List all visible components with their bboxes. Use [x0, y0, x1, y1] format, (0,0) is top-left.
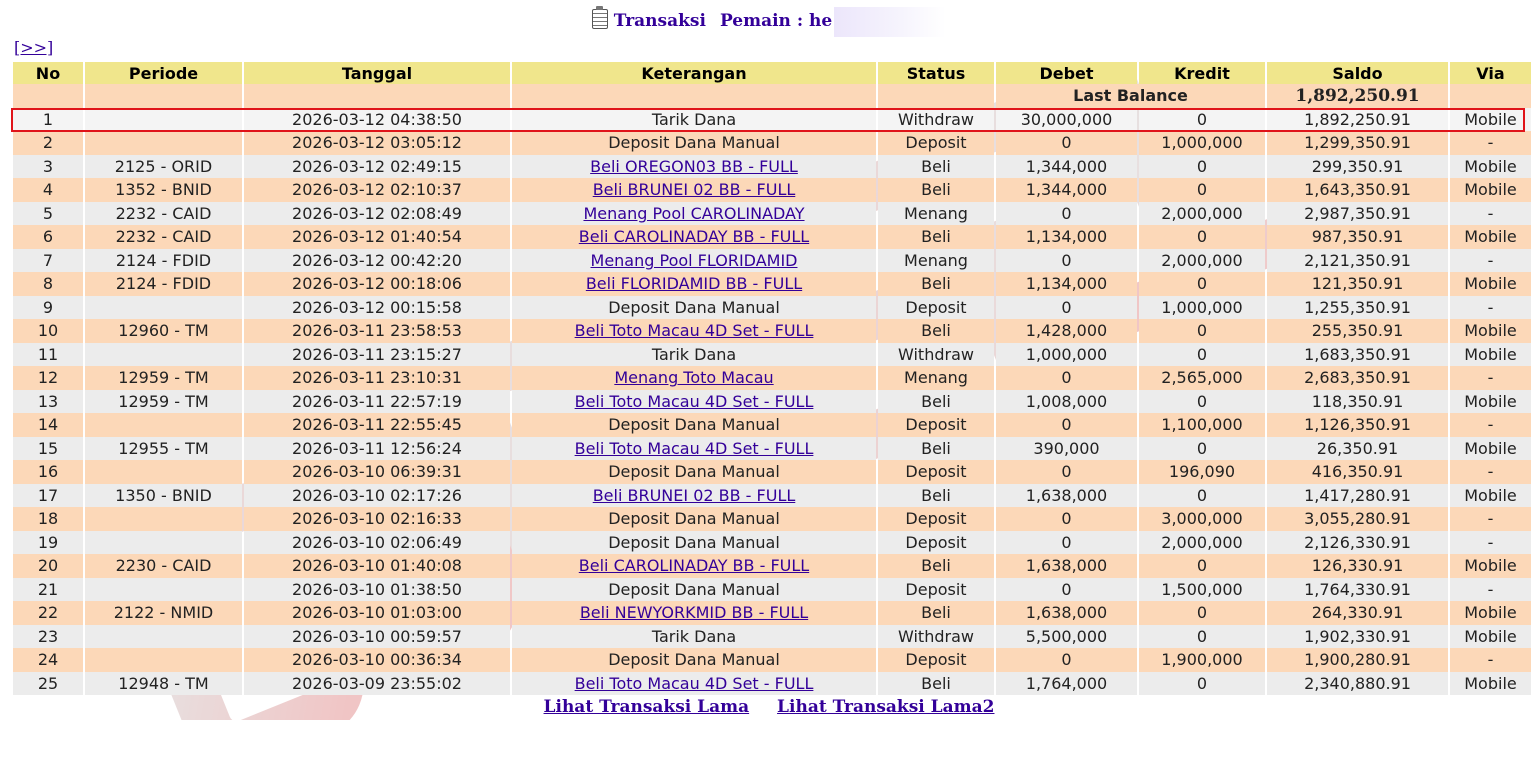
cell-saldo: 1,900,280.91 [1267, 648, 1448, 672]
cell-debet: 1,008,000 [996, 390, 1137, 414]
table-row [13, 484, 1531, 508]
cell-tanggal: 2026-03-11 12:56:24 [244, 437, 510, 461]
table-row [13, 460, 1531, 484]
cell-via: - [1450, 648, 1531, 672]
cell-via: Mobile [1450, 437, 1531, 461]
cell-no: 3 [13, 155, 83, 179]
cell-saldo: 1,764,330.91 [1267, 578, 1448, 602]
cell-kredit: 2,565,000 [1139, 366, 1265, 390]
cell-kredit: 0 [1139, 625, 1265, 649]
cell-debet: 0 [996, 202, 1137, 226]
cell-tanggal: 2026-03-10 02:16:33 [244, 507, 510, 531]
cell-tanggal: 2026-03-12 02:49:15 [244, 155, 510, 179]
table-header [13, 62, 1531, 84]
table-row [13, 578, 1531, 602]
col-saldo: Saldo [1267, 62, 1448, 84]
table-row [13, 437, 1531, 461]
redacted-player-name [834, 7, 946, 37]
cell-via: - [1450, 202, 1531, 226]
table-row [13, 554, 1531, 578]
cell-via: Mobile [1450, 390, 1531, 414]
cell-debet: 0 [996, 366, 1137, 390]
table-row [13, 225, 1531, 249]
cell-debet: 1,638,000 [996, 484, 1137, 508]
cell-kredit: 0 [1139, 108, 1265, 132]
cell-no: 6 [13, 225, 83, 249]
cell-periode: 1352 - BNID [85, 178, 242, 202]
cell-periode: 2232 - CAID [85, 225, 242, 249]
cell-tanggal: 2026-03-11 22:57:19 [244, 390, 510, 414]
cell-kredit: 0 [1139, 178, 1265, 202]
cell-via: Mobile [1450, 178, 1531, 202]
table-row [13, 131, 1531, 155]
cell-periode: 12948 - TM [85, 672, 242, 696]
table-row [13, 272, 1531, 296]
page-title [0, 6, 1538, 36]
cell-debet: 1,638,000 [996, 601, 1137, 625]
cell-debet: 0 [996, 460, 1137, 484]
cell-tanggal: 2026-03-12 01:40:54 [244, 225, 510, 249]
cell-keterangan [512, 390, 876, 414]
cell-status: Menang [878, 202, 994, 226]
cell-keterangan: Tarik Dana [512, 625, 876, 649]
cell-saldo: 2,126,330.91 [1267, 531, 1448, 555]
cell-via: Mobile [1450, 601, 1531, 625]
cell-kredit: 1,900,000 [1139, 648, 1265, 672]
transaction-link[interactable]: Menang Toto Macau [614, 368, 774, 388]
cell-keterangan [512, 319, 876, 343]
cell-saldo: 1,255,350.91 [1267, 296, 1448, 320]
cell-saldo: 1,417,280.91 [1267, 484, 1448, 508]
cell-tanggal: 2026-03-10 00:59:57 [244, 625, 510, 649]
cell-no: 18 [13, 507, 83, 531]
cell-no: 23 [13, 625, 83, 649]
cell-saldo: 1,683,350.91 [1267, 343, 1448, 367]
cell-periode [85, 131, 242, 155]
cell-tanggal: 2026-03-12 04:38:50 [244, 108, 510, 132]
cell-no: 1 [13, 108, 83, 132]
cell-status: Withdraw [878, 108, 994, 132]
cell-saldo: 1,892,250.91 [1267, 108, 1448, 132]
col-status: Status [878, 62, 994, 84]
cell-keterangan: Tarik Dana [512, 343, 876, 367]
cell-saldo: 126,330.91 [1267, 554, 1448, 578]
cell-status: Deposit [878, 531, 994, 555]
cell-debet: 30,000,000 [996, 108, 1137, 132]
cell-keterangan: Deposit Dana Manual [512, 296, 876, 320]
cell-tanggal: 2026-03-12 00:42:20 [244, 249, 510, 273]
cell-periode: 2124 - FDID [85, 272, 242, 296]
cell-via: - [1450, 413, 1531, 437]
cell-debet: 0 [996, 531, 1137, 555]
cell-debet: 1,764,000 [996, 672, 1137, 696]
table-row [13, 155, 1531, 179]
transaction-link[interactable]: Beli OREGON03 BB - FULL [590, 156, 798, 176]
cell-status: Beli [878, 272, 994, 296]
cell-no: 19 [13, 531, 83, 555]
cell-no: 13 [13, 390, 83, 414]
cell-debet: 0 [996, 296, 1137, 320]
cell-debet: 1,344,000 [996, 155, 1137, 179]
cell-tanggal: 2026-03-10 01:38:50 [244, 578, 510, 602]
cell-saldo: 255,350.91 [1267, 319, 1448, 343]
cell-no: 16 [13, 460, 83, 484]
cell-keterangan [512, 601, 876, 625]
cell-kredit: 0 [1139, 343, 1265, 367]
cell-keterangan: Deposit Dana Manual [512, 413, 876, 437]
cell-no: 12 [13, 366, 83, 390]
table-row [13, 601, 1531, 625]
cell-kredit: 0 [1139, 601, 1265, 625]
cell-kredit: 0 [1139, 319, 1265, 343]
cell-status: Beli [878, 390, 994, 414]
table-row [13, 507, 1531, 531]
cell-debet: 1,428,000 [996, 319, 1137, 343]
col-via: Via [1450, 62, 1531, 84]
cell-status: Beli [878, 437, 994, 461]
cell-status: Deposit [878, 460, 994, 484]
last-balance-label: Last Balance [996, 84, 1265, 108]
cell-keterangan: Deposit Dana Manual [512, 648, 876, 672]
cell-debet: 0 [996, 578, 1137, 602]
table-row [13, 390, 1531, 414]
cell-periode: 12959 - TM [85, 390, 242, 414]
cell-via: - [1450, 296, 1531, 320]
cell-periode [85, 108, 242, 132]
cell-status: Beli [878, 601, 994, 625]
cell-no: 24 [13, 648, 83, 672]
cell-via: Mobile [1450, 484, 1531, 508]
cell-periode: 2124 - FDID [85, 249, 242, 273]
cell-kredit: 3,000,000 [1139, 507, 1265, 531]
cell-no: 10 [13, 319, 83, 343]
last-balance-value: 1,892,250.91 [1267, 84, 1448, 108]
cell-kredit: 0 [1139, 155, 1265, 179]
cell-via: - [1450, 131, 1531, 155]
cell-tanggal: 2026-03-11 22:55:45 [244, 413, 510, 437]
cell-tanggal: 2026-03-12 02:10:37 [244, 178, 510, 202]
cell-status: Menang [878, 366, 994, 390]
cell-kredit: 1,100,000 [1139, 413, 1265, 437]
cell-status: Beli [878, 178, 994, 202]
cell-no: 21 [13, 578, 83, 602]
col-keterangan: Keterangan [512, 62, 876, 84]
cell-keterangan: Deposit Dana Manual [512, 131, 876, 155]
cell-saldo: 1,643,350.91 [1267, 178, 1448, 202]
cell-via: Mobile [1450, 155, 1531, 179]
table-row [13, 531, 1531, 555]
cell-status: Beli [878, 672, 994, 696]
transaction-table [11, 62, 1533, 695]
transaction-link[interactable]: Beli Toto Macau 4D Set - FULL [574, 438, 814, 458]
cell-tanggal: 2026-03-11 23:58:53 [244, 319, 510, 343]
cell-keterangan [512, 272, 876, 296]
cell-keterangan: Deposit Dana Manual [512, 507, 876, 531]
cell-saldo: 121,350.91 [1267, 272, 1448, 296]
cell-no: 15 [13, 437, 83, 461]
cell-saldo: 2,340,880.91 [1267, 672, 1448, 696]
cell-saldo: 264,330.91 [1267, 601, 1448, 625]
cell-debet: 0 [996, 648, 1137, 672]
cell-keterangan: Tarik Dana [512, 108, 876, 132]
cell-periode [85, 296, 242, 320]
cell-saldo: 299,350.91 [1267, 155, 1448, 179]
cell-kredit: 1,000,000 [1139, 296, 1265, 320]
footer-links [0, 697, 1538, 717]
cell-no: 11 [13, 343, 83, 367]
cell-tanggal: 2026-03-12 02:08:49 [244, 202, 510, 226]
cell-status: Deposit [878, 507, 994, 531]
cell-periode [85, 531, 242, 555]
cell-debet: 1,344,000 [996, 178, 1137, 202]
cell-via: - [1450, 531, 1531, 555]
cell-via: Mobile [1450, 343, 1531, 367]
cell-status: Deposit [878, 648, 994, 672]
cell-periode: 1350 - BNID [85, 484, 242, 508]
transaction-link[interactable]: Beli NEWYORKMID BB - FULL [579, 603, 809, 623]
cell-tanggal: 2026-03-12 00:18:06 [244, 272, 510, 296]
cell-saldo: 2,121,350.91 [1267, 249, 1448, 273]
col-debet: Debet [996, 62, 1137, 84]
cell-via: Mobile [1450, 272, 1531, 296]
cell-periode: 2122 - NMID [85, 601, 242, 625]
transaction-link[interactable]: Beli CAROLINADAY BB - FULL [578, 227, 810, 247]
transaction-link[interactable]: Beli FLORIDAMID BB - FULL [585, 274, 803, 294]
table-row [13, 108, 1531, 132]
cell-kredit: 0 [1139, 672, 1265, 696]
cell-debet: 1,000,000 [996, 343, 1137, 367]
cell-saldo: 2,987,350.91 [1267, 202, 1448, 226]
cell-kredit: 2,000,000 [1139, 202, 1265, 226]
cell-tanggal: 2026-03-10 00:36:34 [244, 648, 510, 672]
cell-no: 22 [13, 601, 83, 625]
cell-periode: 2230 - CAID [85, 554, 242, 578]
cell-via: Mobile [1450, 108, 1531, 132]
cell-no: 14 [13, 413, 83, 437]
cell-via: Mobile [1450, 625, 1531, 649]
cell-no: 7 [13, 249, 83, 273]
cell-kredit: 0 [1139, 554, 1265, 578]
old-transactions2-link[interactable]: Lihat Transaksi Lama2 [777, 697, 995, 717]
clipboard-icon [592, 9, 608, 29]
cell-saldo: 1,126,350.91 [1267, 413, 1448, 437]
cell-debet: 0 [996, 249, 1137, 273]
cell-no: 2 [13, 131, 83, 155]
cell-status: Beli [878, 484, 994, 508]
cell-periode [85, 460, 242, 484]
cell-via: - [1450, 578, 1531, 602]
table-row [13, 648, 1531, 672]
cell-keterangan [512, 178, 876, 202]
cell-debet: 1,134,000 [996, 272, 1137, 296]
cell-saldo: 416,350.91 [1267, 460, 1448, 484]
col-tanggal: Tanggal [244, 62, 510, 84]
cell-keterangan [512, 225, 876, 249]
table-row [13, 178, 1531, 202]
cell-status: Beli [878, 155, 994, 179]
cell-no: 9 [13, 296, 83, 320]
cell-saldo: 1,299,350.91 [1267, 131, 1448, 155]
cell-periode [85, 578, 242, 602]
cell-periode: 12960 - TM [85, 319, 242, 343]
table-row [13, 319, 1531, 343]
prev-page-link[interactable]: [>>] [14, 38, 54, 57]
cell-no: 8 [13, 272, 83, 296]
cell-debet: 5,500,000 [996, 625, 1137, 649]
cell-periode [85, 343, 242, 367]
cell-debet: 0 [996, 413, 1137, 437]
last-balance-row [13, 84, 1531, 108]
cell-keterangan [512, 366, 876, 390]
cell-kredit: 0 [1139, 272, 1265, 296]
cell-saldo: 118,350.91 [1267, 390, 1448, 414]
cell-periode [85, 507, 242, 531]
table-row [13, 296, 1531, 320]
cell-tanggal: 2026-03-11 23:15:27 [244, 343, 510, 367]
cell-kredit: 0 [1139, 484, 1265, 508]
cell-periode [85, 413, 242, 437]
cell-no: 25 [13, 672, 83, 696]
cell-via: - [1450, 507, 1531, 531]
cell-via: - [1450, 249, 1531, 273]
table-row [13, 625, 1531, 649]
cell-tanggal: 2026-03-10 01:40:08 [244, 554, 510, 578]
col-periode: Periode [85, 62, 242, 84]
cell-debet: 1,638,000 [996, 554, 1137, 578]
table-row [13, 202, 1531, 226]
cell-no: 17 [13, 484, 83, 508]
cell-debet: 0 [996, 507, 1137, 531]
table-row [13, 343, 1531, 367]
transaction-link[interactable]: Beli Toto Macau 4D Set - FULL [574, 321, 814, 341]
cell-tanggal: 2026-03-09 23:55:02 [244, 672, 510, 696]
cell-via: Mobile [1450, 225, 1531, 249]
cell-tanggal: 2026-03-10 02:17:26 [244, 484, 510, 508]
old-transactions-link[interactable]: Lihat Transaksi Lama [543, 697, 750, 717]
cell-periode: 12955 - TM [85, 437, 242, 461]
cell-periode: 2232 - CAID [85, 202, 242, 226]
cell-via: - [1450, 366, 1531, 390]
title-label: Transaksi [613, 11, 706, 31]
cell-status: Deposit [878, 413, 994, 437]
cell-no: 4 [13, 178, 83, 202]
cell-kredit: 0 [1139, 390, 1265, 414]
cell-kredit: 0 [1139, 225, 1265, 249]
cell-tanggal: 2026-03-12 00:15:58 [244, 296, 510, 320]
cell-periode [85, 648, 242, 672]
cell-status: Menang [878, 249, 994, 273]
cell-tanggal: 2026-03-10 01:03:00 [244, 601, 510, 625]
cell-no: 20 [13, 554, 83, 578]
col-kredit: Kredit [1139, 62, 1265, 84]
transaction-link[interactable]: Menang Pool CAROLINADAY [583, 203, 805, 223]
player-label: Pemain : he [719, 11, 833, 31]
cell-saldo: 987,350.91 [1267, 225, 1448, 249]
col-no: No [13, 62, 83, 84]
table-row [13, 366, 1531, 390]
cell-kredit: 1,500,000 [1139, 578, 1265, 602]
cell-status: Deposit [878, 296, 994, 320]
cell-no: 5 [13, 202, 83, 226]
table-row [13, 249, 1531, 273]
cell-keterangan: Deposit Dana Manual [512, 531, 876, 555]
transaction-link[interactable]: Menang Pool FLORIDAMID [590, 250, 798, 270]
cell-via: Mobile [1450, 319, 1531, 343]
cell-keterangan [512, 554, 876, 578]
cell-periode: 2125 - ORID [85, 155, 242, 179]
cell-keterangan [512, 484, 876, 508]
cell-kredit: 196,090 [1139, 460, 1265, 484]
cell-keterangan [512, 672, 876, 696]
cell-keterangan [512, 155, 876, 179]
table-row [13, 413, 1531, 437]
cell-keterangan [512, 437, 876, 461]
cell-keterangan: Deposit Dana Manual [512, 578, 876, 602]
transaction-link[interactable]: Beli CAROLINADAY BB - FULL [578, 556, 810, 576]
cell-tanggal: 2026-03-10 02:06:49 [244, 531, 510, 555]
cell-status: Deposit [878, 578, 994, 602]
transaction-link[interactable]: Beli Toto Macau 4D Set - FULL [574, 673, 814, 693]
cell-status: Withdraw [878, 625, 994, 649]
transaction-link[interactable]: Beli BRUNEI 02 BB - FULL [592, 180, 796, 200]
cell-kredit: 2,000,000 [1139, 249, 1265, 273]
cell-keterangan: Deposit Dana Manual [512, 460, 876, 484]
cell-tanggal: 2026-03-10 06:39:31 [244, 460, 510, 484]
cell-debet: 390,000 [996, 437, 1137, 461]
cell-status: Beli [878, 319, 994, 343]
cell-debet: 0 [996, 131, 1137, 155]
cell-tanggal: 2026-03-11 23:10:31 [244, 366, 510, 390]
transaction-link[interactable]: Beli BRUNEI 02 BB - FULL [592, 485, 796, 505]
cell-status: Withdraw [878, 343, 994, 367]
cell-keterangan [512, 249, 876, 273]
cell-periode [85, 625, 242, 649]
cell-status: Deposit [878, 131, 994, 155]
cell-tanggal: 2026-03-12 03:05:12 [244, 131, 510, 155]
table-row [13, 672, 1531, 696]
cell-debet: 1,134,000 [996, 225, 1137, 249]
cell-kredit: 2,000,000 [1139, 531, 1265, 555]
cell-status: Beli [878, 554, 994, 578]
cell-via: Mobile [1450, 554, 1531, 578]
cell-keterangan [512, 202, 876, 226]
cell-kredit: 0 [1139, 437, 1265, 461]
cell-kredit: 1,000,000 [1139, 131, 1265, 155]
cell-saldo: 26,350.91 [1267, 437, 1448, 461]
cell-saldo: 2,683,350.91 [1267, 366, 1448, 390]
cell-status: Beli [878, 225, 994, 249]
transaction-link[interactable]: Beli Toto Macau 4D Set - FULL [574, 391, 814, 411]
cell-via: Mobile [1450, 672, 1531, 696]
cell-via: - [1450, 460, 1531, 484]
cell-saldo: 1,902,330.91 [1267, 625, 1448, 649]
cell-saldo: 3,055,280.91 [1267, 507, 1448, 531]
cell-periode: 12959 - TM [85, 366, 242, 390]
